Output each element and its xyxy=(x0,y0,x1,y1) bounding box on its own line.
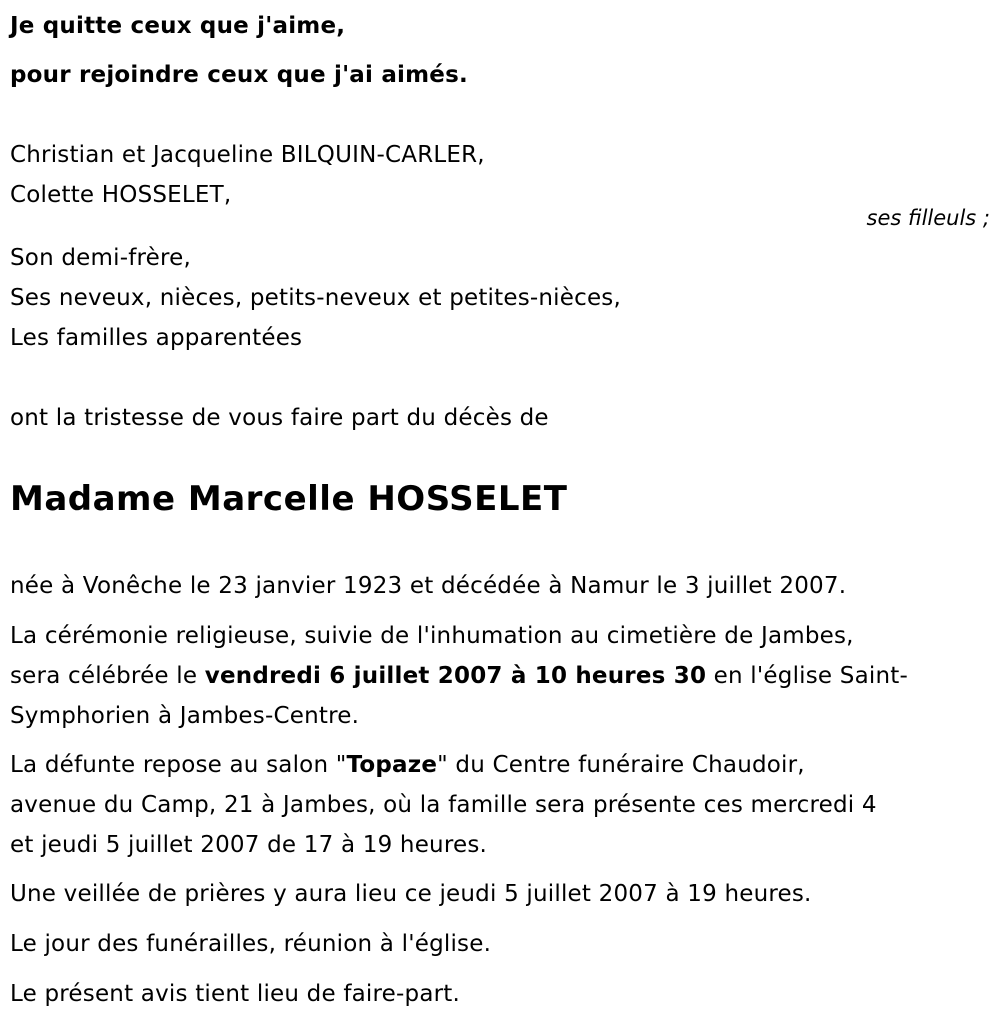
relative-line-3: Les familles apparentées xyxy=(10,325,303,351)
notice-line: Le présent avis tient lieu de faire-part. xyxy=(10,981,461,1007)
salon-name: Topaze xyxy=(346,752,438,778)
deceased-name: Madame Marcelle HOSSELET xyxy=(10,479,568,519)
funeral-day-line: Le jour des funérailles, réunion à l'église. xyxy=(10,931,492,957)
relative-line-2: Ses neveux, nièces, petits-neveux et petites-nièces, xyxy=(10,285,622,311)
birth-death-line: née à Vonêche le 23 janvier 1923 et décédée à Namur le 3 juillet 2007. xyxy=(10,573,847,599)
rest-line-1-post: " du Centre funéraire Chaudoir, xyxy=(437,752,805,778)
ceremony-line-2 xyxy=(10,662,908,690)
ceremony-line-2-pre: sera célébrée le xyxy=(10,663,205,689)
epitaph-line-1: Je quitte ceux que j'aime, xyxy=(10,13,346,39)
godchildren-label: ses filleuls ; xyxy=(866,206,990,230)
godchild-line-1: Christian et Jacqueline BILQUIN-CARLER, xyxy=(10,142,485,168)
epitaph-line-2: pour rejoindre ceux que j'ai aimés. xyxy=(10,62,468,88)
rest-line-1 xyxy=(10,751,805,779)
rest-line-1-pre: La défunte repose au salon " xyxy=(10,752,347,778)
ceremony-datetime: vendredi 6 juillet 2007 à 10 heures 30 xyxy=(204,663,707,689)
ceremony-line-2-post: en l'église Saint- xyxy=(706,663,908,689)
rest-line-3: et jeudi 5 juillet 2007 de 17 à 19 heures. xyxy=(10,832,488,858)
godchild-line-2: Colette HOSSELET, xyxy=(10,182,232,208)
announcement-text: ont la tristesse de vous faire part du décès de xyxy=(10,405,549,431)
rest-line-2: avenue du Camp, 21 à Jambes, où la famille sera présente ces mercredi 4 xyxy=(10,792,877,818)
ceremony-line-1: La cérémonie religieuse, suivie de l'inhumation au cimetière de Jambes, xyxy=(10,623,854,649)
relative-line-1: Son demi-frère, xyxy=(10,245,192,271)
ceremony-line-3: Symphorien à Jambes-Centre. xyxy=(10,703,360,729)
vigil-line: Une veillée de prières y aura lieu ce jeudi 5 juillet 2007 à 19 heures. xyxy=(10,881,812,907)
